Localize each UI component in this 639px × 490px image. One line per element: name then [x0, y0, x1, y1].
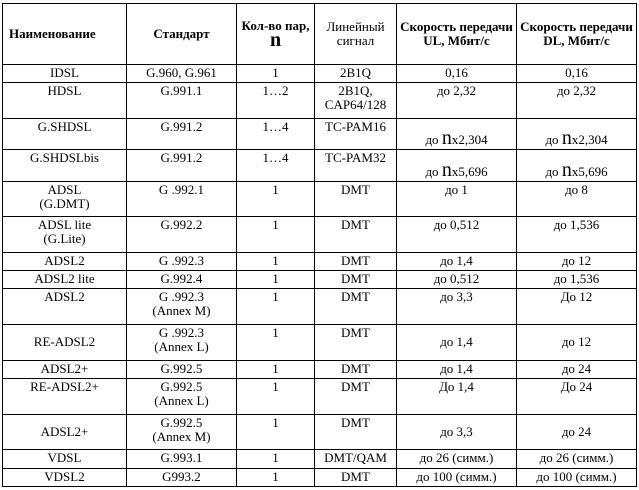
cell-dl: до 1,536: [517, 271, 637, 289]
table-row: [3, 217, 637, 253]
cell-ul: до 3,3: [397, 414, 517, 450]
cell-standard: G.991.1: [127, 83, 237, 119]
cell-name-line1: ADSL: [47, 181, 82, 197]
header-ul-line1: Скорость: [400, 19, 457, 34]
header-pairs-n: n: [269, 29, 282, 51]
header-pairs-line1: Кол-во: [241, 18, 282, 33]
cell-signal: DMT: [315, 379, 397, 415]
cell-name: [3, 181, 127, 217]
cell-ul-n: n: [441, 158, 452, 181]
cell-ul: до 0,512: [397, 271, 517, 289]
cell-dl: До 24: [517, 379, 637, 415]
cell-pairs: 1: [237, 289, 315, 325]
cell-dl: до 12: [517, 325, 637, 361]
cell-signal: TC-PAM32: [315, 150, 397, 181]
cell-dl: до 1,536: [517, 217, 637, 253]
cell-signal: DMT/QAM: [315, 450, 397, 468]
cell-ul-value: x2,304: [451, 132, 488, 148]
header-signal: [315, 4, 397, 65]
cell-ul: до 1: [397, 181, 517, 217]
header-ul: [397, 4, 517, 65]
cell-pairs: 1…2: [237, 83, 315, 119]
cell-signal: TC-PAM16: [315, 118, 397, 149]
table-row: [3, 450, 637, 468]
cell-name: G.SHDSLbis: [3, 150, 127, 181]
header-ul-line3: Мбит/с: [447, 33, 490, 48]
cell-ul: до 2,32: [397, 83, 517, 119]
cell-name: ADSL2+: [3, 414, 127, 450]
cell-name: ADSL2+: [3, 360, 127, 378]
cell-dl: до 100 (симм.): [517, 468, 637, 486]
cell-dl-value: x2,304: [571, 132, 608, 148]
cell-pairs: 1: [237, 271, 315, 289]
cell-standard: G.993.1: [127, 450, 237, 468]
cell-standard: G.992.4: [127, 271, 237, 289]
cell-standard: G.992.5: [127, 360, 237, 378]
cell-signal: DMT: [315, 217, 397, 253]
cell-signal: 2B1Q: [315, 65, 397, 83]
cell-signal: DMT: [315, 181, 397, 217]
header-standard: Стандарт: [127, 4, 237, 65]
table-row: [3, 379, 637, 415]
cell-name-line1: ADSL lite: [37, 217, 92, 233]
cell-signal: DMT: [315, 252, 397, 270]
table-row: [3, 150, 637, 181]
header-signal-line2: сигнал: [336, 33, 375, 48]
header-dl-line1: Скорость: [520, 19, 577, 34]
cell-ul: до 1,4: [397, 252, 517, 270]
table-row: [3, 468, 637, 486]
cell-name: ADSL2: [3, 289, 127, 325]
cell-dl: до 26 (симм.): [517, 450, 637, 468]
cell-pairs: 1: [237, 181, 315, 217]
cell-standard-line1: G .992.3: [158, 289, 205, 305]
cell-standard-line2: (Annex M): [152, 428, 211, 444]
header-signal-line1: Линейный: [326, 19, 385, 34]
cell-ul: до 1,4: [397, 325, 517, 361]
cell-ul: 0,16: [397, 65, 517, 83]
cell-dl-n: n: [561, 127, 572, 150]
cell-standard: G.991.2: [127, 118, 237, 149]
cell-name: G.SHDSL: [3, 118, 127, 149]
cell-ul: До 1,4: [397, 379, 517, 415]
header-dl: [517, 4, 637, 65]
cell-standard-line2: (Annex L): [154, 393, 209, 409]
cell-name: RE-ADSL2: [3, 325, 127, 361]
cell-standard: G993.2: [127, 468, 237, 486]
table-row: [3, 252, 637, 270]
cell-signal: DMT: [315, 271, 397, 289]
cell-signal: DMT: [315, 414, 397, 450]
cell-ul: до 26 (симм.): [397, 450, 517, 468]
table-row: [3, 289, 637, 325]
cell-dl: до 12: [517, 252, 637, 270]
cell-pairs: 1: [237, 379, 315, 415]
table-row: [3, 118, 637, 149]
cell-ul-prefix: до: [425, 163, 439, 179]
cell-dl: до 24: [517, 360, 637, 378]
table-row: [3, 181, 637, 217]
cell-name: VDSL: [3, 450, 127, 468]
cell-pairs: 1: [237, 217, 315, 253]
cell-dl: [517, 150, 637, 181]
cell-name: IDSL: [3, 65, 127, 83]
cell-standard: [127, 414, 237, 450]
header-pairs: [237, 4, 315, 65]
cell-standard-line2: (Annex M): [152, 303, 211, 319]
cell-signal: [315, 83, 397, 119]
cell-name-line2: (G.Lite): [43, 231, 86, 247]
cell-ul: до 1,4: [397, 360, 517, 378]
cell-name-line2: (G.DMT): [39, 195, 90, 211]
header-ul-line2: передачи UL,: [423, 19, 513, 48]
cell-standard-line1: G.992.5: [160, 379, 203, 395]
cell-dl-prefix: до: [545, 132, 559, 148]
cell-pairs: 1: [237, 252, 315, 270]
cell-standard: G .992.1: [127, 181, 237, 217]
cell-ul: [397, 118, 517, 149]
cell-dl: до 8: [517, 181, 637, 217]
cell-ul-prefix: до: [425, 132, 439, 148]
header-dl-line3: Мбит/с: [567, 33, 610, 48]
cell-ul-n: n: [441, 127, 452, 150]
cell-dl-value: x5,696: [571, 163, 608, 179]
cell-ul: до 3,3: [397, 289, 517, 325]
dsl-standards-table: [2, 3, 637, 487]
cell-dl-n: n: [561, 158, 572, 181]
table-row: [3, 325, 637, 361]
cell-pairs: 1: [237, 325, 315, 361]
table-row: [3, 65, 637, 83]
cell-name: ADSL2 lite: [3, 271, 127, 289]
cell-name: [3, 217, 127, 253]
cell-pairs: 1: [237, 468, 315, 486]
table-row: [3, 414, 637, 450]
header-name: Наименование: [3, 4, 127, 65]
cell-pairs: 1…4: [237, 118, 315, 149]
cell-signal-line1: 2B1Q,: [338, 83, 373, 99]
header-pairs-line2: пар,: [284, 18, 310, 33]
cell-standard: G.991.2: [127, 150, 237, 181]
cell-standard: [127, 325, 237, 361]
cell-standard-line2: (Annex L): [154, 339, 209, 355]
cell-ul: до 100 (симм.): [397, 468, 517, 486]
cell-standard-line1: G .992.3: [158, 325, 205, 341]
cell-signal: DMT: [315, 468, 397, 486]
cell-signal: DMT: [315, 325, 397, 361]
cell-pairs: 1: [237, 65, 315, 83]
cell-standard: G .992.3: [127, 252, 237, 270]
table-row: [3, 271, 637, 289]
cell-standard: G.960, G.961: [127, 65, 237, 83]
cell-dl: до 24: [517, 414, 637, 450]
cell-dl: До 12: [517, 289, 637, 325]
cell-standard: G.992.2: [127, 217, 237, 253]
cell-name: VDSL2: [3, 468, 127, 486]
cell-standard-line1: G.992.5: [160, 414, 203, 430]
cell-dl: [517, 118, 637, 149]
cell-standard: [127, 379, 237, 415]
cell-pairs: 1: [237, 450, 315, 468]
cell-ul-value: x5,696: [451, 163, 488, 179]
cell-dl: 0,16: [517, 65, 637, 83]
cell-standard: [127, 289, 237, 325]
cell-ul: [397, 150, 517, 181]
cell-name: HDSL: [3, 83, 127, 119]
cell-dl-prefix: до: [545, 163, 559, 179]
cell-name: RE-ADSL2+: [3, 379, 127, 415]
table-row: [3, 83, 637, 119]
table-row: [3, 360, 637, 378]
cell-pairs: 1…4: [237, 150, 315, 181]
header-dl-line2: передачи DL,: [543, 19, 633, 48]
cell-signal: DMT: [315, 289, 397, 325]
cell-pairs: 1: [237, 414, 315, 450]
cell-ul: до 0,512: [397, 217, 517, 253]
cell-signal-line2: CAP64/128: [324, 97, 387, 113]
cell-dl: до 2,32: [517, 83, 637, 119]
cell-signal: DMT: [315, 360, 397, 378]
cell-pairs: 1: [237, 360, 315, 378]
cell-name: ADSL2: [3, 252, 127, 270]
header-row: [3, 4, 637, 65]
